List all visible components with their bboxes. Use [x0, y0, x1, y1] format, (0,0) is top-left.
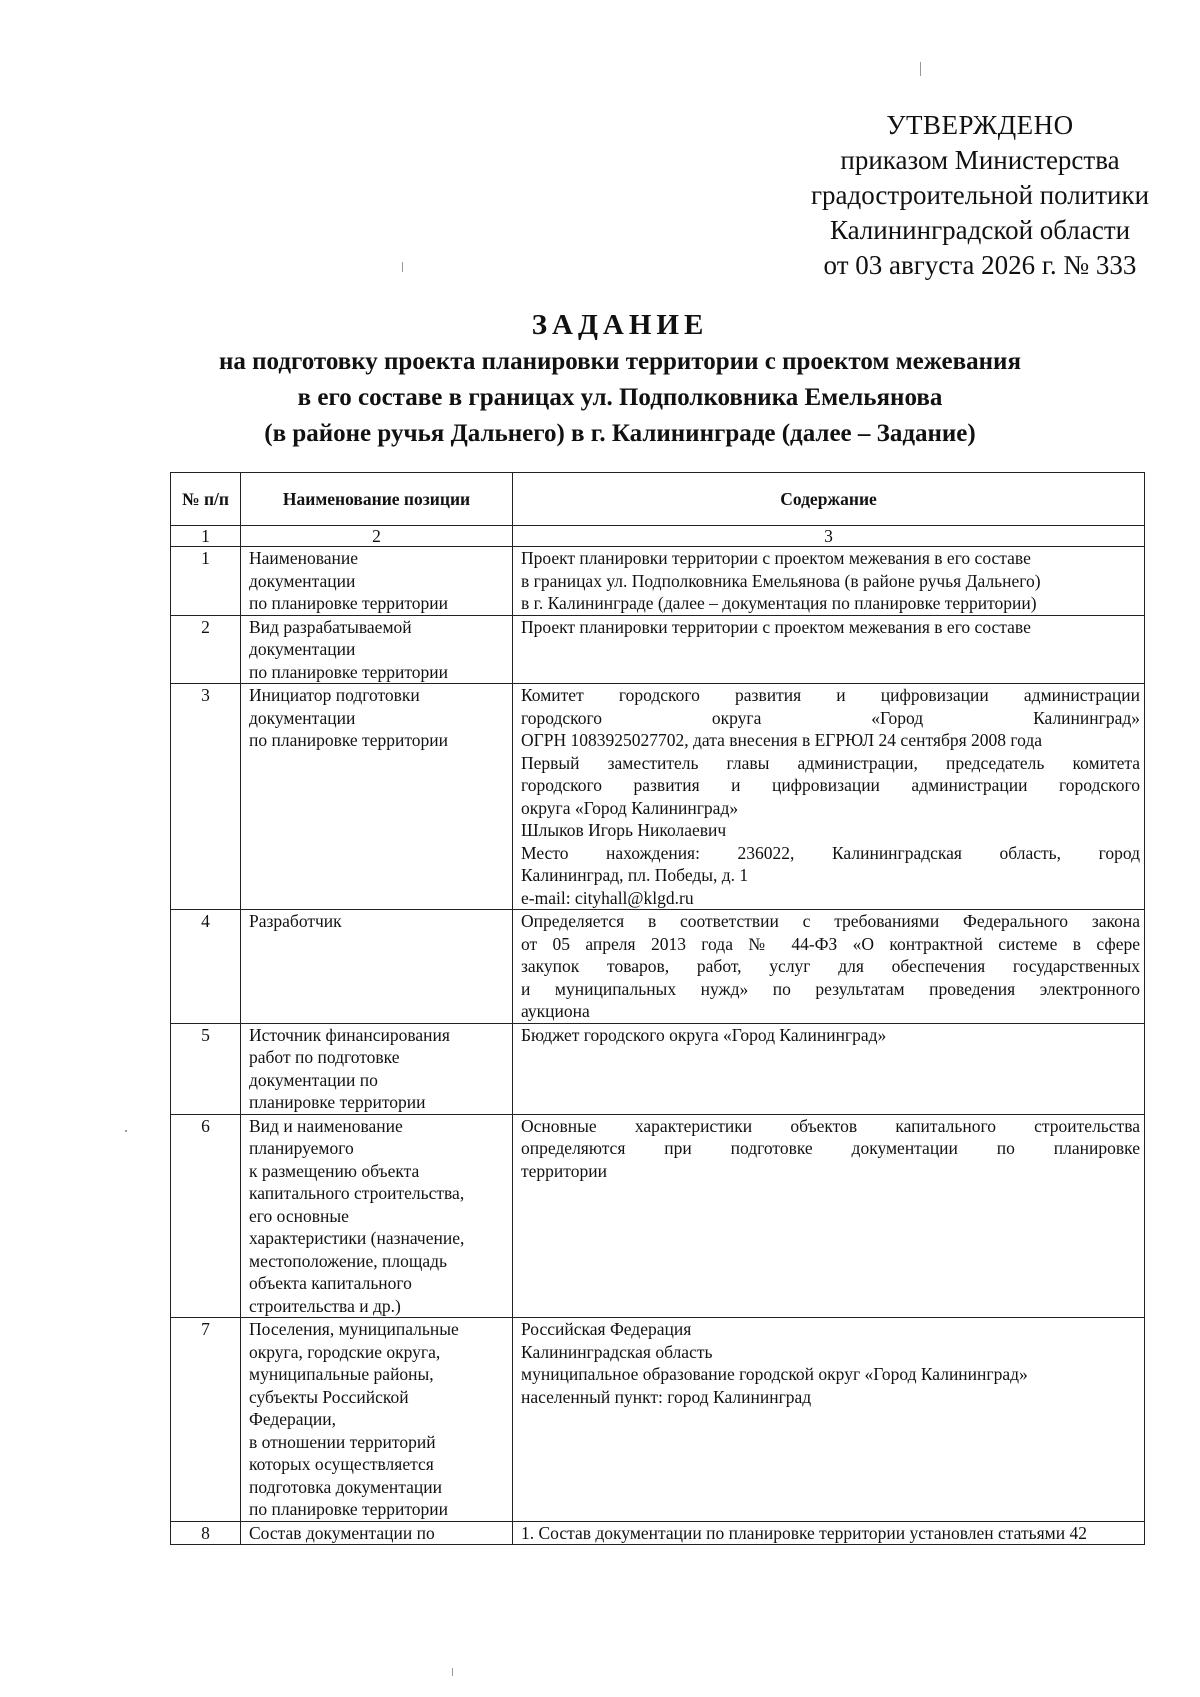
position-name-line: Состав документации по [249, 1522, 435, 1543]
scan-speck [920, 62, 921, 76]
header-content: Содержание [513, 473, 1145, 526]
table-row [171, 684, 1145, 910]
row-position-name [241, 1521, 513, 1545]
table-row [171, 615, 1145, 684]
row-position-name [241, 615, 513, 684]
header-name: Наименование позиции [241, 473, 513, 526]
approval-line: приказом Министерства [840, 145, 1120, 175]
content-line: территории [521, 1160, 607, 1181]
position-name-line: документации по [249, 1069, 378, 1090]
content-line: в г. Калининграде (далее – документация по планировке территории) [521, 593, 1037, 613]
position-name-line: округа, городские округа, [249, 1341, 441, 1362]
content-line: Первый заместитель главы администрации, председатель комитета [521, 752, 1140, 773]
content-line: от 05 апреля 2013 года № 44-ФЗ «О контрактной системе в сфере [521, 933, 1140, 954]
table-row [171, 910, 1145, 1024]
content-line: ОГРН 1083925027702, дата внесения в ЕГРЮЛ 24 сентября 2008 года [521, 730, 1043, 750]
position-name-line: планируемого [249, 1138, 354, 1158]
content-line: муниципальное образование городской округ «Город Калининград» [521, 1364, 1028, 1384]
row-number: 7 [171, 1318, 241, 1522]
position-name-line: Вид и наименование [249, 1115, 403, 1136]
content-line: Проект планировки территории с проектом межевания в его составе [521, 548, 1031, 568]
task-title-block [120, 306, 1120, 452]
row-number: 2 [171, 615, 241, 684]
position-name-line: Источник финансирования [249, 1024, 450, 1045]
column-number: 1 [171, 526, 241, 547]
position-name-line: строительства и др.) [249, 1295, 401, 1316]
content-line: городского округа «Город Калининград» [521, 707, 1140, 728]
position-name-line: документации [249, 639, 356, 659]
content-line: Российская Федерация [521, 1319, 692, 1339]
row-position-name [241, 1114, 513, 1318]
row-content [513, 547, 1145, 616]
row-content [513, 1114, 1145, 1318]
content-line: Проект планировки территории с проектом межевания в его составе [521, 616, 1031, 637]
approval-title: УТВЕРЖДЕНО [886, 110, 1074, 140]
row-content [513, 684, 1145, 910]
row-number: 5 [171, 1023, 241, 1114]
row-position-name [241, 547, 513, 616]
header-num: № п/п [171, 473, 241, 526]
row-content [513, 1318, 1145, 1522]
position-name-line: Разработчик [249, 911, 342, 931]
task-subtitle-line: (в районе ручья Дальнего) в г. Калининграде (далее – Задание) [264, 420, 976, 447]
row-position-name [241, 910, 513, 1024]
content-line: 1. Состав документации по планировке территории установлен статьями 42 [521, 1522, 1087, 1543]
task-subtitle-line: на подготовку проекта планировки территории с проектом межевания [218, 348, 1021, 375]
content-line: определяются при подготовке документации по планировке [521, 1138, 1140, 1158]
content-line: округа «Город Калининград» [521, 797, 739, 818]
row-number: 3 [171, 684, 241, 910]
row-position-name [241, 1318, 513, 1522]
content-line: Калининград, пл. Победы, д. 1 [521, 865, 749, 885]
column-number: 3 [513, 526, 1145, 547]
content-line: населенный пункт: город Калининград [521, 1386, 812, 1407]
position-name-line: к размещению объекта [249, 1160, 420, 1181]
approval-line: от 03 августа 2026 г. № 333 [823, 250, 1137, 280]
content-line: Определяется в соответствии с требованиями Федерального закона [521, 911, 1140, 931]
column-number: 2 [241, 526, 513, 547]
row-content [513, 1521, 1145, 1545]
task-table [170, 472, 1145, 1545]
position-name-line: по планировке территории [249, 730, 448, 750]
row-number: 6 [171, 1114, 241, 1318]
position-name-line: подготовка документации [249, 1476, 442, 1497]
row-position-name [241, 684, 513, 910]
scan-speck [125, 1130, 127, 1132]
content-line: городского развития и цифровизации администрации городского [521, 775, 1140, 795]
table-row [171, 1318, 1145, 1522]
position-name-line: работ по подготовке [249, 1047, 400, 1067]
content-line: Основные характеристики объектов капитального строительства [521, 1115, 1140, 1136]
row-position-name [241, 1023, 513, 1114]
table-row [171, 547, 1145, 616]
table-row [171, 1114, 1145, 1318]
position-name-line: капитального строительства, [249, 1183, 465, 1203]
table-row [171, 1521, 1145, 1545]
content-line: Бюджет городского округа «Город Калининград» [521, 1024, 887, 1045]
position-name-line: Федерации, [249, 1409, 337, 1429]
content-line: Калининградская область [521, 1341, 713, 1362]
task-title: ЗАДАНИЕ [531, 309, 709, 341]
content-line: Место нахождения: 236022, Калининградская область, город [521, 842, 1140, 863]
row-number: 1 [171, 547, 241, 616]
position-name-line: документации [249, 570, 356, 591]
position-name-line: в отношении территорий [249, 1431, 436, 1452]
position-name-line: Вид разрабатываемой [249, 616, 412, 637]
position-name-line: Наименование [249, 548, 359, 568]
table-body [171, 526, 1145, 1545]
position-name-line: характеристики (назначение, [249, 1228, 465, 1248]
position-name-line: по планировке территории [249, 661, 448, 682]
content-line: Комитет городского развития и цифровизации администрации [521, 685, 1140, 705]
position-name-line: муниципальные районы, [249, 1364, 434, 1384]
content-line: в границах ул. Подполковника Емельянова (в районе ручья Дальнего) [521, 570, 1041, 591]
scan-speck [402, 262, 403, 272]
scan-speck [452, 1668, 453, 1676]
position-name-line: объекта капитального [249, 1273, 412, 1293]
position-name-line: документации [249, 707, 356, 728]
position-name-line: по планировке территории [249, 593, 448, 613]
task-subtitle-line: в его составе в границах ул. Подполковника Емельянова [297, 384, 943, 411]
position-name-line: Поселения, муниципальные [249, 1319, 459, 1339]
row-number: 4 [171, 910, 241, 1024]
position-name-line: планировке территории [249, 1092, 426, 1112]
table-header-row [171, 473, 1145, 526]
content-line: аукциона [521, 1001, 590, 1021]
content-line: e-mail: cityhall@klgd.ru [521, 887, 694, 908]
row-content [513, 910, 1145, 1024]
position-name-line: Инициатор подготовки [249, 685, 420, 705]
approval-line: градостроительной политики [810, 180, 1150, 210]
row-content [513, 615, 1145, 684]
position-name-line: по планировке территории [249, 1499, 448, 1519]
position-name-line: которых осуществляется [249, 1454, 434, 1474]
position-name-line: местоположение, площадь [249, 1250, 447, 1271]
position-name-line: субъекты Российской [249, 1386, 409, 1407]
approval-block [780, 108, 1180, 283]
position-name-line: его основные [249, 1205, 349, 1226]
content-line: Шлыков Игорь Николаевич [521, 820, 727, 840]
table-row [171, 1023, 1145, 1114]
row-content [513, 1023, 1145, 1114]
approval-line: Калининградской области [829, 215, 1131, 245]
content-line: закупок товаров, работ, услуг для обеспечения государственных [521, 956, 1140, 976]
content-line: и муниципальных нужд» по результатам проведения электронного [521, 978, 1140, 999]
row-number: 8 [171, 1521, 241, 1545]
column-numbers-row [171, 526, 1145, 547]
